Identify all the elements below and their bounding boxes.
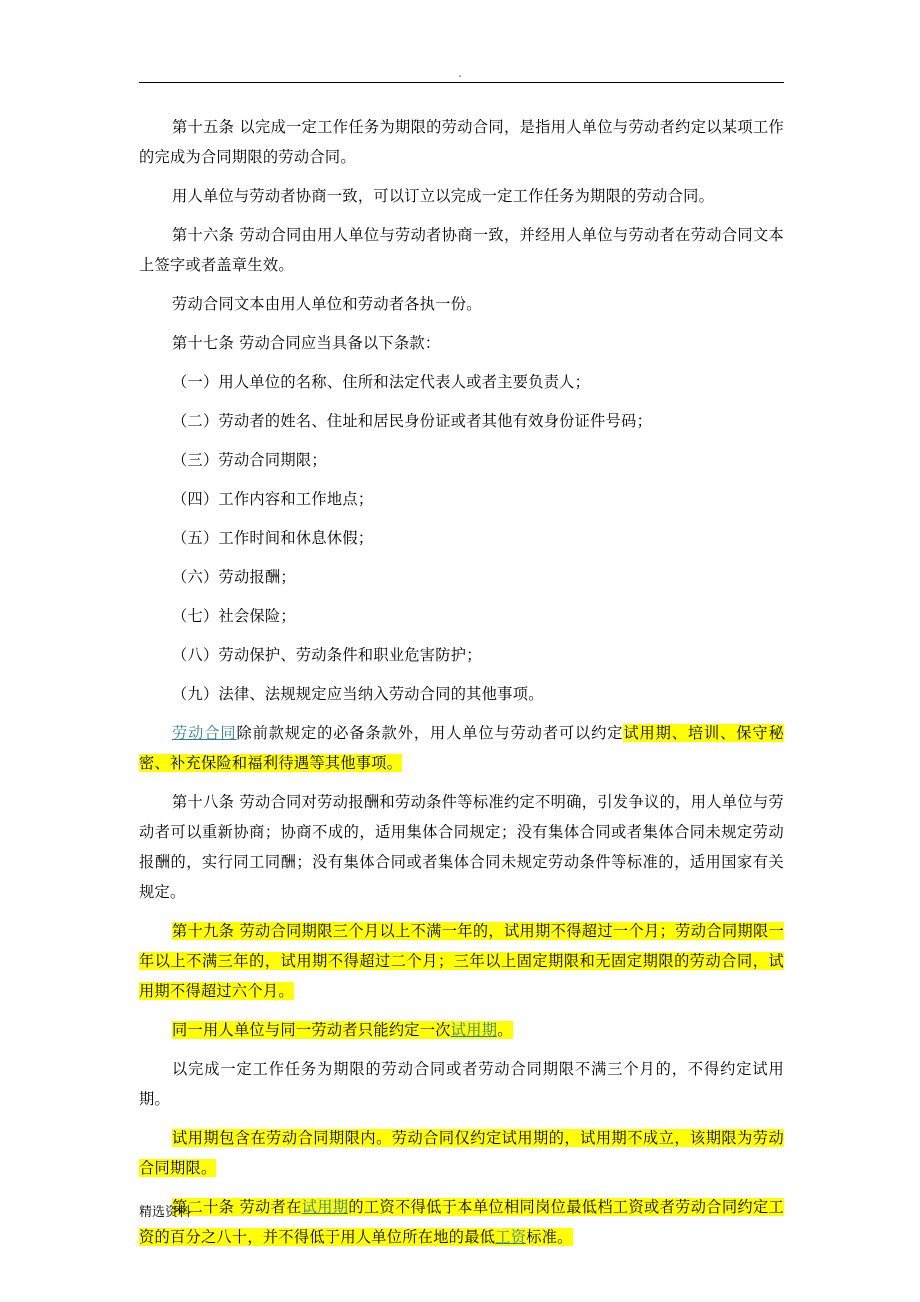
article-19-paragraph-4 (139, 1123, 784, 1183)
article-15: 第十五条 以完成一定工作任务为期限的劳动合同，是指用人单位与劳动者约定以某项工作的完成为合同期限的劳动合同。 (139, 118, 784, 166)
article-17-paragraph-2-text: 除前款规定的必备条款外，用人单位与劳动者可以约定 (236, 724, 624, 742)
article-20-text-1: 第二十条 劳动者在 (172, 1198, 302, 1216)
article-19-paragraph-2 (139, 1015, 784, 1045)
article-18: 第十八条 劳动合同对劳动报酬和劳动条件等标准约定不明确，引发争议的，用人单位与劳动者可以重新协商；协商不成的，适用集体合同规定；没有集体合同或者集体合同未规定劳动报酬的，实行同工同酬；没有集体合同或者集体合同未规定劳动条件等标准的，适用国家有关规定。 (139, 793, 784, 901)
article-17-paragraph-2 (139, 718, 784, 778)
article-20-text-3: 标准。 (526, 1228, 573, 1246)
article-16-paragraph-2: 劳动合同文本由用人单位和劳动者各执一份。 (172, 295, 482, 313)
article-17-item-7: （七）社会保险； (172, 607, 296, 625)
article-19-highlighted-text: 第十九条 劳动合同期限三个月以上不满一年的，试用期不得超过一个月；劳动合同期限一年以上不满三年的，试用期不得超过二个月；三年以上固定期限和无固定期限的劳动合同，试用期不得超过六个月。 (139, 922, 784, 1000)
article-17-item-3: （三）劳动合同期限； (172, 451, 327, 469)
link-wage[interactable]: 工资 (495, 1228, 527, 1246)
article-17-item-2: （二）劳动者的姓名、住址和居民身份证或者其他有效身份证件号码； (172, 412, 653, 430)
link-labor-contract[interactable]: 劳动合同 (172, 724, 237, 742)
header-mark: . (458, 66, 462, 80)
footer-label: 精选资料 (139, 1205, 192, 1220)
article-17-item-4: （四）工作内容和工作地点； (172, 490, 374, 508)
article-17-item-1: （一）用人单位的名称、住所和法定代表人或者主要负责人； (172, 373, 591, 391)
article-19-paragraph-2-end: 。 (497, 1021, 513, 1039)
article-17-item-5: （五）工作时间和休息休假； (172, 529, 374, 547)
article-20-text-2: 的工资不得低于本单位相同岗位最低档工资或者劳动合同约定工资的百分之八十，并不得低于用人单位所在地的最低 (139, 1198, 784, 1246)
article-15-paragraph-2: 用人单位与劳动者协商一致，可以订立以完成一定工作任务为期限的劳动合同。 (172, 187, 715, 205)
article-19-paragraph-4-text: 试用期包含在劳动合同期限内。劳动合同仅约定试用期的，试用期不成立，该期限为劳动合同期限。 (139, 1129, 784, 1177)
article-17: 第十七条 劳动合同应当具备以下条款： (172, 334, 441, 352)
header-rule (139, 82, 784, 83)
link-probation-period[interactable]: 试用期 (450, 1021, 498, 1039)
article-17-item-6: （六）劳动报酬； (172, 568, 296, 586)
article-20 (139, 1192, 784, 1252)
article-16: 第十六条 劳动合同由用人单位与劳动者协商一致，并经用人单位与劳动者在劳动合同文本上签字或者盖章生效。 (139, 226, 784, 274)
article-17-item-9: （九）法律、法规规定应当纳入劳动合同的其他事项。 (172, 685, 544, 703)
article-19 (139, 916, 784, 1006)
article-19-paragraph-3: 以完成一定工作任务为期限的劳动合同或者劳动合同期限不满三个月的，不得约定试用期。 (139, 1060, 784, 1108)
highlighted-optional-terms: 试用期、培训、保守秘密、补充保险和福利待遇等其他事项。 (139, 724, 785, 772)
article-19-paragraph-2-text: 同一用人单位与同一劳动者只能约定一次 (172, 1021, 451, 1039)
document-body (139, 112, 784, 1261)
article-17-item-8: （八）劳动保护、劳动条件和职业危害防护； (172, 646, 482, 664)
link-probation-period-2[interactable]: 试用期 (301, 1198, 349, 1216)
